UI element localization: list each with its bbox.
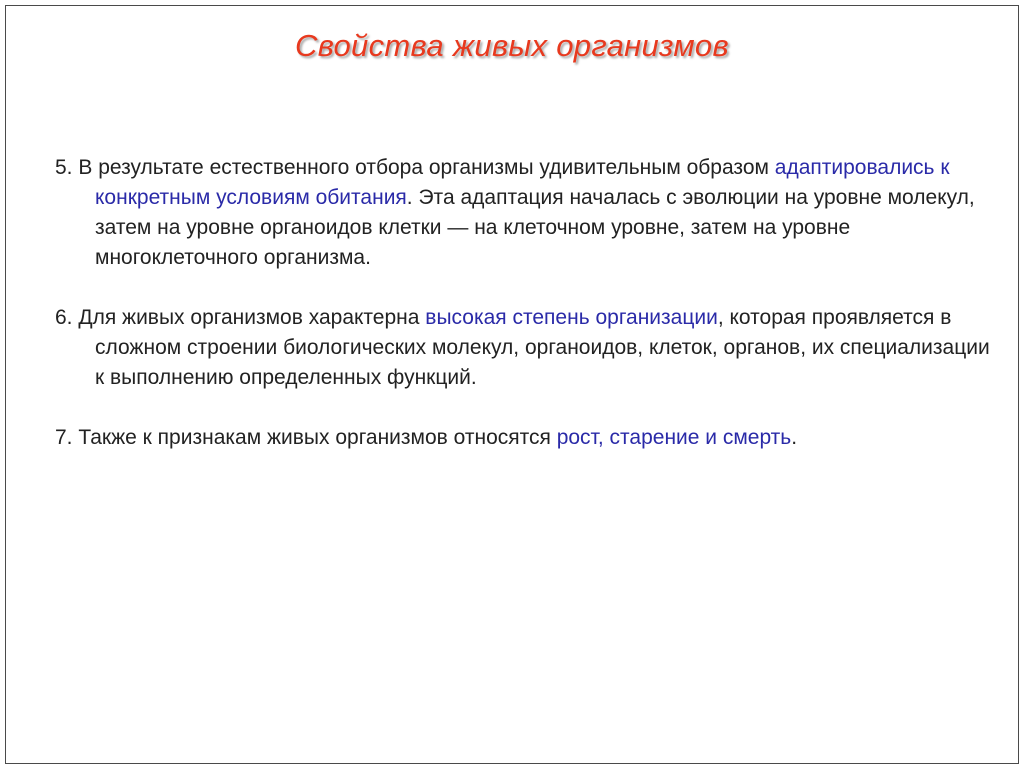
paragraph-7 <box>55 423 995 453</box>
paragraph-5 <box>55 153 995 273</box>
paragraph-6-text-end: , которая проявляется в сложном строении биологических молекул, органоидов, клеток, органов, их специализации к выполнению определенных функций. <box>95 306 990 389</box>
slide-title: Свойства живых организмов <box>295 28 729 63</box>
paragraph-5-highlight: адаптировались к конкретным условиям обитания <box>95 156 950 209</box>
paragraph-7-text: 7. Также к признакам живых организмов относятся <box>55 426 557 449</box>
paragraph-5-text-end: . Эта адаптация началась с эволюции на уровне молекул, затем на уровне органоидов клетки — на клеточном уровне, затем на уровне многоклеточного организма. <box>95 186 975 269</box>
paragraph-5-text: 5. В результате естественного отбора организмы удивительным образом <box>55 156 775 179</box>
slide-content <box>55 153 995 453</box>
paragraph-7-highlight: рост, старение и смерть <box>556 426 792 449</box>
paragraph-7-text-end: . <box>791 426 798 449</box>
paragraph-6-text: 6. Для живых организмов характерна <box>55 306 426 329</box>
paragraph-6-highlight: высокая степень организации <box>425 306 718 329</box>
paragraph-6 <box>55 303 995 393</box>
